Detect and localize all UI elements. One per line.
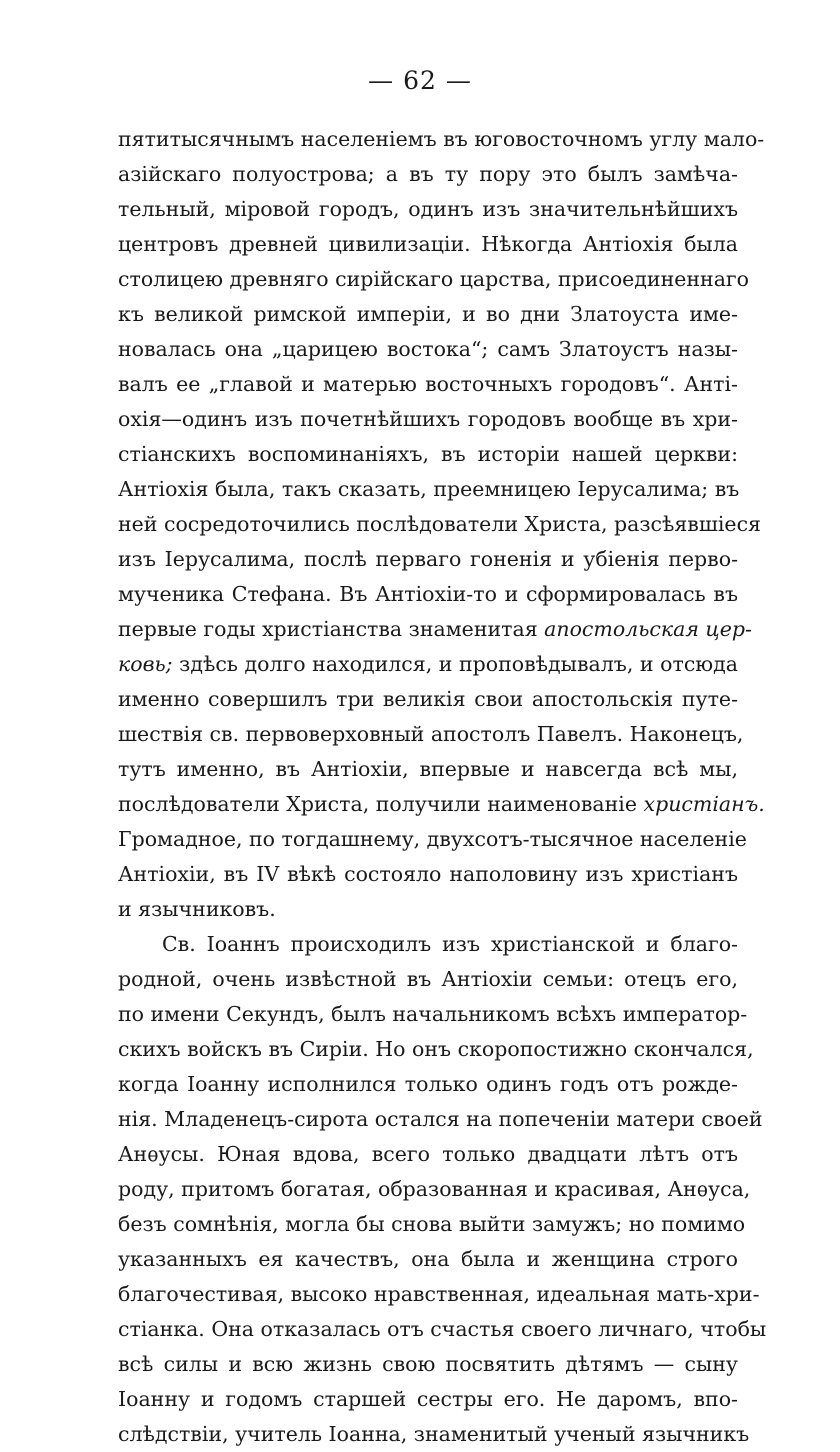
text-line: шествія св. первоверховный апостолъ Павелъ. Наконецъ,: [118, 722, 744, 746]
text-line: слѣдствіи, учитель Іоанна, знаменитый ученый язычникъ: [118, 1422, 750, 1446]
italic-phrase: христіанъ.: [643, 792, 765, 816]
text-line: стіанка. Она отказалась отъ счастья своего личнаго, чтобы: [118, 1317, 767, 1341]
text-line: къ великой римской имперіи, и во дни Златоуста име-: [118, 302, 738, 326]
text-line: именно совершилъ три великія свои апостольскія путе-: [118, 687, 738, 711]
text-line-with-italic: [118, 787, 765, 822]
line-segment: послѣдователи Христа, получили наименованіе: [118, 792, 644, 816]
text-line: указанныхъ ея качествъ, она была и женщина строго: [118, 1247, 738, 1271]
text-line: новалась она „царицею востока“; самъ Златоустъ назы-: [118, 337, 738, 361]
text-body: [118, 122, 767, 1452]
page-number: — 62 —: [368, 66, 472, 95]
text-line: когда Іоанну исполнился только одинъ годъ отъ рожде-: [118, 1072, 738, 1096]
text-line: охія—одинъ изъ почетнѣйшихъ городовъ вообще въ хри-: [118, 407, 738, 431]
line-segment: здѣсь долго находился, и проповѣдывалъ, и отсюда: [172, 652, 738, 676]
text-line: мученика Стефана. Въ Антіохіи-то и сформировалась въ: [118, 582, 738, 606]
text-line: роду, притомъ богатая, образованная и красивая, Анѳуса,: [118, 1177, 751, 1201]
text-line: всѣ силы и всю жизнь свою посвятить дѣтямъ — сыну: [118, 1352, 738, 1376]
text-line: валъ ее „главой и матерью восточныхъ городовъ“. Анті-: [118, 372, 738, 396]
italic-phrase: ковь;: [118, 652, 173, 676]
text-line: стіанскихъ воспоминаніяхъ, въ исторіи нашей церкви:: [118, 442, 738, 466]
line-segment: первые годы христіанства знаменитая: [118, 617, 545, 641]
text-line: Іоанну и годомъ старшей сестры его. Не даромъ, впо-: [118, 1387, 738, 1411]
text-line: пятитысячнымъ населеніемъ въ юговосточномъ углу мало-: [118, 127, 765, 151]
text-line: азійскаго полуострова; а въ ту пору это былъ замѣча-: [118, 162, 738, 186]
text-line-with-italic: [118, 647, 738, 682]
italic-phrase: апостольская цер-: [544, 617, 752, 641]
text-line: родной, очень извѣстной въ Антіохіи семьи: отецъ его,: [118, 967, 738, 991]
text-line: безъ сомнѣнія, могла бы снова выйти замужъ; но помимо: [118, 1212, 746, 1236]
text-line: центровъ древней цивилизаціи. Нѣкогда Антіохія была: [118, 232, 738, 256]
text-line: и язычниковъ.: [118, 897, 276, 921]
text-line: Антіохіи, въ IV вѣкѣ состояло наполовину изъ христіанъ: [118, 862, 738, 886]
text-line: Анѳусы. Юная вдова, всего только двадцати лѣтъ отъ: [118, 1142, 738, 1166]
text-line: ней сосредоточились послѣдователи Христа, разсѣявшіеся: [118, 512, 761, 536]
text-line: изъ Іерусалима, послѣ перваго гоненія и убіенія перво-: [118, 547, 738, 571]
text-line: тельный, міровой городъ, одинъ изъ значительнѣйшихъ: [118, 197, 738, 221]
text-line-with-italic: [118, 612, 752, 647]
text-line: Антіохія была, такъ сказать, преемницею Іерусалима; въ: [118, 477, 740, 501]
text-line: Громадное, по тогдашнему, двухсотъ-тысячное населеніе: [118, 827, 747, 851]
text-line: скихъ войскъ въ Сиріи. Но онъ скоропостижно скончался,: [118, 1037, 754, 1061]
text-line: благочестивая, высоко нравственная, идеальная мать-хри-: [118, 1282, 760, 1306]
text-line: нія. Младенецъ-сирота остался на попеченіи матери своей: [118, 1107, 763, 1131]
text-line: тутъ именно, въ Антіохіи, впервые и навсегда всѣ мы,: [118, 757, 738, 781]
paragraph-first-line: Св. Іоаннъ происходилъ изъ христіанской и благо-: [162, 932, 738, 956]
text-line: по имени Секундъ, былъ начальникомъ всѣхъ император-: [118, 1002, 748, 1026]
text-line: столицею древняго сирійскаго царства, присоединеннаго: [118, 267, 750, 291]
